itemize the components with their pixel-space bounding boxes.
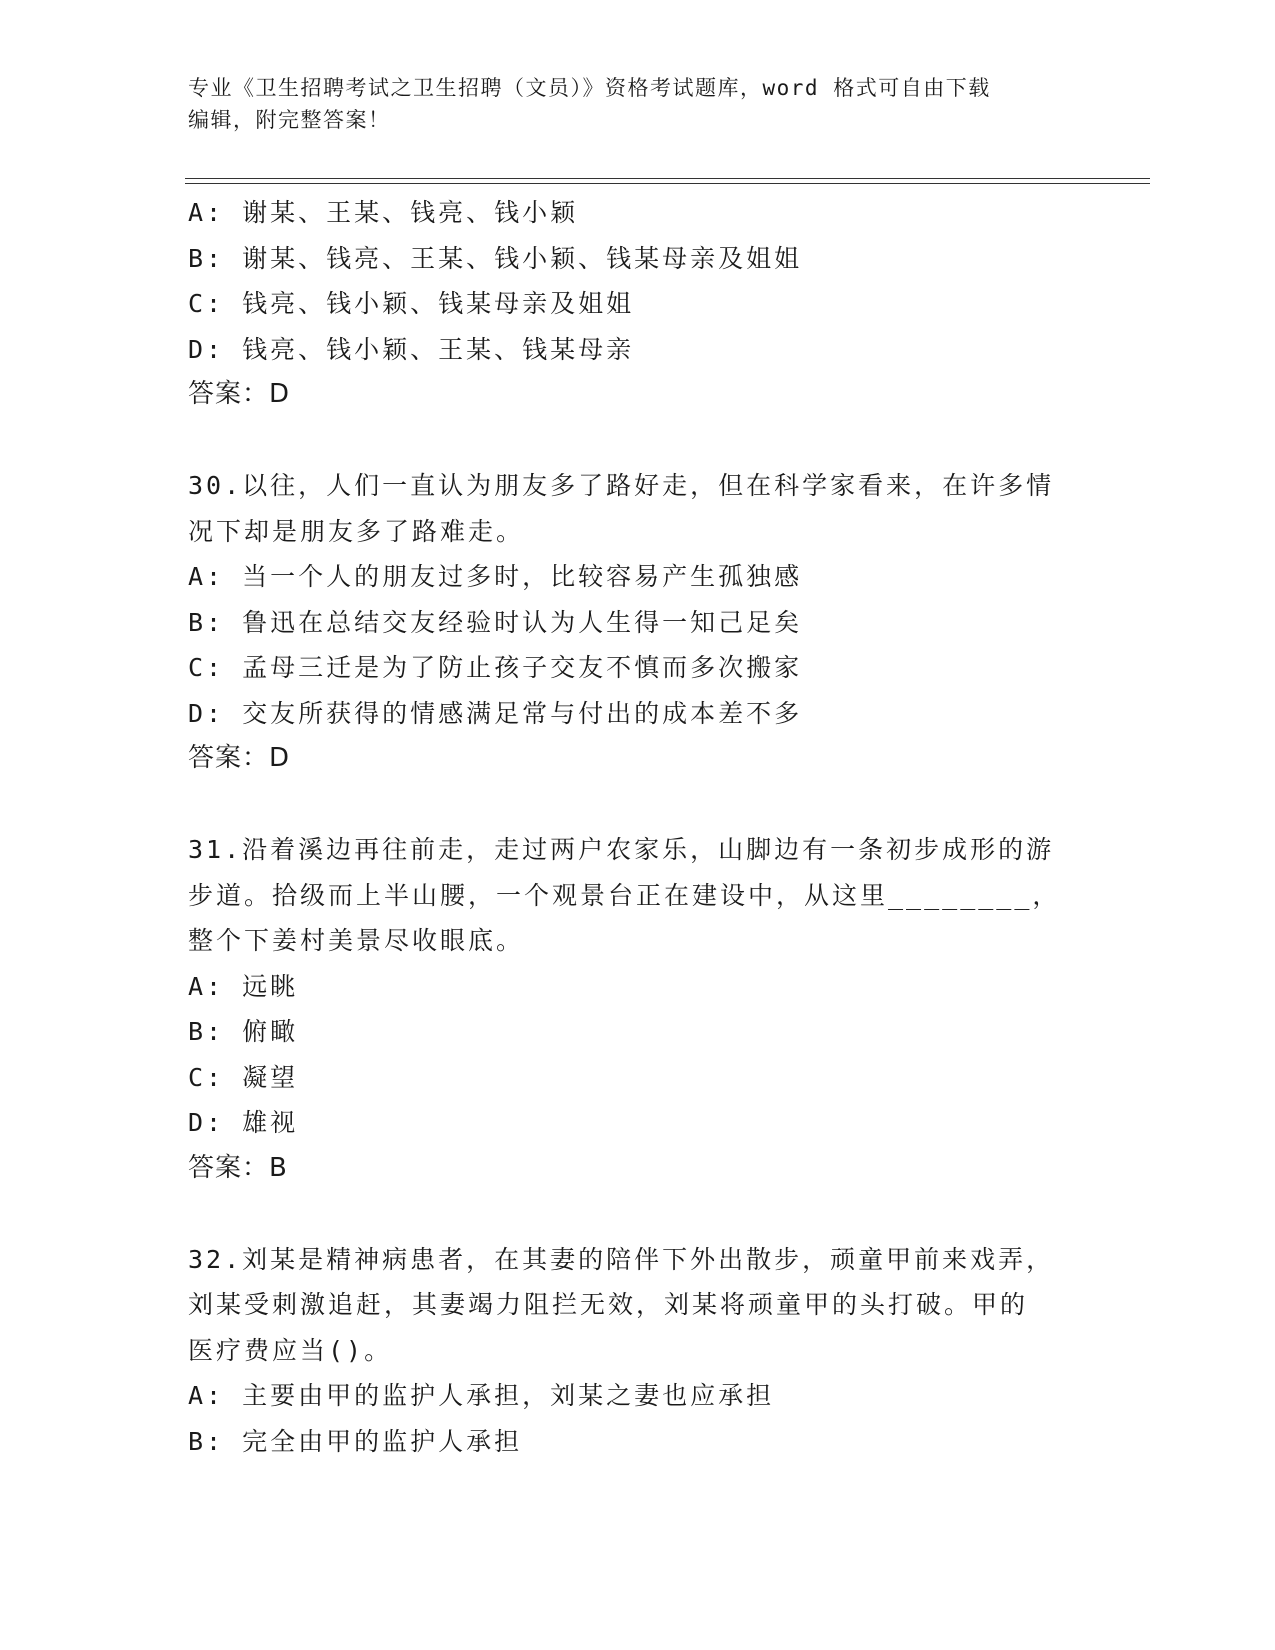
- header-line-1: 专业《卫生招聘考试之卫生招聘（文员）》资格考试题库，word 格式可自由下载: [188, 76, 991, 100]
- option-a: A: 谢某、王某、钱亮、钱小颖: [188, 198, 579, 227]
- question-stem-line: 况下却是朋友多了路难走。: [188, 516, 525, 546]
- question-list: [188, 190, 1088, 1464]
- option-b: B: 完全由甲的监护人承担: [188, 1426, 523, 1456]
- option-c: C: 凝望: [188, 1062, 299, 1092]
- option-c: C: 孟母三迁是为了防止孩子交友不慎而多次搬家: [188, 653, 803, 682]
- question-spacer: [188, 418, 1088, 464]
- question-stem-line: 刘某受刺激追赶，其妻竭力阻拦无效，刘某将顽童甲的头打破。甲的: [188, 1290, 1029, 1319]
- header-divider-thin: [185, 178, 1150, 179]
- document-header: [188, 72, 1088, 136]
- option-d: D: 钱亮、钱小颖、王某、钱某母亲: [188, 334, 635, 364]
- question-stem-line: 31.沿着溪边再往前走，走过两户农家乐，山脚边有一条初步成形的游: [188, 835, 1055, 864]
- answer-line: 答案：B: [188, 1152, 288, 1183]
- option-d: D: 交友所获得的情感满足常与付出的成本差不多: [188, 698, 803, 728]
- option-b: B: 俯瞰: [188, 1017, 299, 1046]
- answer-line: 答案：D: [188, 743, 291, 773]
- option-a: A: 远眺: [188, 971, 299, 1001]
- option-d: D: 雄视: [188, 1108, 299, 1137]
- option-b: B: 谢某、钱亮、王某、钱小颖、钱某母亲及姐姐: [188, 243, 803, 273]
- header-line-2: 编辑，附完整答案！: [188, 108, 391, 132]
- question-stem-line: 整个下姜村美景尽收眼底。: [188, 926, 525, 955]
- question-spacer: [188, 782, 1088, 828]
- question-31: [188, 827, 1088, 1191]
- question-spacer: [188, 1191, 1088, 1237]
- question-30: [188, 463, 1088, 782]
- answer-line: 答案：D: [188, 379, 291, 409]
- question-29: [188, 190, 1088, 418]
- question-32: [188, 1237, 1088, 1465]
- option-c: C: 钱亮、钱小颖、钱某母亲及姐姐: [188, 289, 635, 318]
- question-stem-line: 步道。拾级而上半山腰，一个观景台正在建设中，从这里________，: [188, 880, 1061, 910]
- option-a: A: 主要由甲的监护人承担，刘某之妻也应承担: [188, 1381, 775, 1410]
- option-b: B: 鲁迅在总结交友经验时认为人生得一知己足矣: [188, 607, 803, 637]
- header-divider-thick: [185, 183, 1150, 184]
- question-stem-line: 32.刘某是精神病患者，在其妻的陪伴下外出散步，顽童甲前来戏弄，: [188, 1244, 1055, 1274]
- question-stem-line: 医疗费应当()。: [188, 1335, 393, 1365]
- option-a: A: 当一个人的朋友过多时，比较容易产生孤独感: [188, 562, 803, 591]
- question-stem-line: 30.以往，人们一直认为朋友多了路好走，但在科学家看来，在许多情: [188, 471, 1055, 500]
